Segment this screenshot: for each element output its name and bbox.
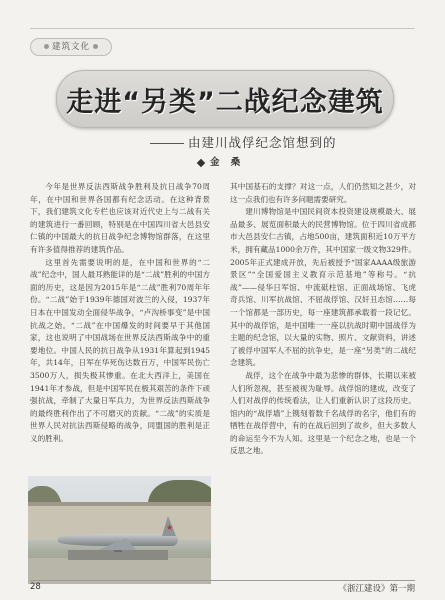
star-icon: ★ (166, 523, 174, 532)
body-column-right (230, 181, 416, 581)
title-banner (56, 70, 394, 128)
column-tag-label: 建筑文化 (52, 42, 91, 52)
article-subtitle (150, 133, 390, 151)
paragraph: 这里首先需要说明的是，在中国和世界的“二战”纪念中，国人最耳熟能详的是“二战”胜利的中国方面的历史，这是因为2015年是“二战”胜利70周年年份。“二战”始于1939年德国对波兰的入侵，1937年日本在中国发动全面侵华战争，“卢沟桥事变”是中国抗战之始。“二战”在中国爆发的时间要早于其他国家，这也说明了中国战场在世界反法西斯战争中的重要地位。中国人民的抗日战争从1931年算起到1945年，共14年，日军在华死伤达数百万，中国军民伤亡3500万人，损失极其惨重。在北大西洋上，美国在1941年才参战，但是中国军民在极其艰苦的条件下顽强抗战，牵制了大量日军兵力，为世界反法西斯战争的最终胜利作出了不可磨灭的贡献。“二战”的实质是世界人民对抗法西斯侵略的战争，同盟国的胜利是正义的胜利。 (30, 257, 210, 443)
page-number: 28 (30, 582, 41, 592)
author-name: 金 桑 (210, 157, 245, 168)
museum-photo (28, 476, 211, 584)
body-column-left (30, 181, 210, 481)
column-tag (30, 38, 112, 56)
article-title: 走进“另类”二战纪念建筑 (66, 87, 384, 118)
paragraph: 其中国基石的支撑？对这一点，人们仍然知之甚少，对这一点我们也有许多问题需要研究。 (230, 182, 416, 204)
paragraph: 今年是世界反法西斯战争胜利及抗日战争70周年，在中国和世界各国都有纪念活动。在这种背景下，我们建筑文化专栏也应该对近代史上与二战有关的建筑进行一番回顾，特别是在中国四川省大邑县安仁镇的中国最大的抗日战争纪念博物馆群落，在这里有许多值得推荐的建筑作品。 (30, 182, 210, 254)
article-author (198, 154, 244, 168)
bullet-dot-icon (44, 44, 49, 49)
paragraph: 建川博物馆是中国民间资本投资建设规模最大、展品最多、展览面积最大的民营博物馆。位于四川省成都市大邑县安仁古镇，占地500亩，建筑面积近10万平方米，拥有藏品1000余万件，其中国家一级文物329件。2005年正式建成开放，先后被授予“国家AAAA级旅游景区”“全国爱国主义教育示范基地”等称号。“抗战”——侵华日军馆、中流砥柱馆、正面战场馆、飞虎奇兵馆、川军抗战馆、不屈战俘馆、汉奸丑态馆……每一个馆都是一部历史，每一座建筑都承载着一段记忆。其中的战俘馆，是中国唯一一座以抗战时期中国战俘为主题的纪念馆，以大量的实物、照片、文献资料，讲述了被俘中国军人不屈的抗争史，是一座“另类”的二战纪念建筑。 (230, 207, 416, 368)
article-subtitle-text: 由建川战俘纪念馆想到的 (188, 135, 337, 150)
dash-icon (150, 143, 184, 144)
journal-name: 《浙江建设》第一期 (338, 584, 415, 594)
top-divider (30, 28, 415, 29)
diamond-icon (197, 158, 205, 166)
bottom-divider (30, 580, 415, 581)
paragraph: 战俘，这个在战争中最为悲惨的群体，长期以来被人们所忽视，甚至被视为耻辱。战俘馆的建成，改变了人们对战俘的传统看法，让人们重新认识了这段历史。馆内的“战俘墙”上镌刻着数千名战俘的名字，他们有的牺牲在战俘营中，有的在战后回到了故乡，但大多数人的命运至今不为人知。这里是一个纪念之地，也是一个反思之地。 (230, 370, 416, 456)
jet-wing (98, 538, 136, 550)
bullet-dot-icon (93, 44, 98, 49)
